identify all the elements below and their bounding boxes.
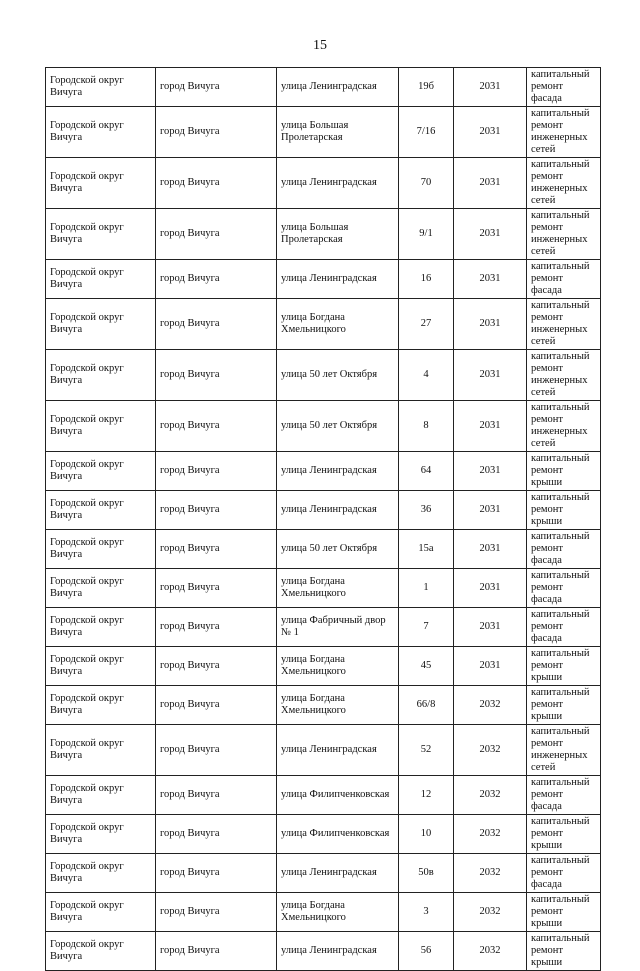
house-number-cell: 10 xyxy=(399,815,454,854)
municipality-cell: Городской округ Вичуга xyxy=(46,569,156,608)
street-cell: улица 50 лет Октября xyxy=(277,350,399,401)
house-number-cell: 45 xyxy=(399,647,454,686)
street-cell: улица Филипченковская xyxy=(277,815,399,854)
settlement-cell: город Вичуга xyxy=(156,260,277,299)
settlement-cell: город Вичуга xyxy=(156,725,277,776)
table-row xyxy=(46,854,601,893)
work-type-cell: капитальный ремонт крыши xyxy=(527,647,601,686)
house-number-cell: 7 xyxy=(399,608,454,647)
street-cell: улица 50 лет Октября xyxy=(277,530,399,569)
municipality-cell: Городской округ Вичуга xyxy=(46,299,156,350)
street-cell: улица Богдана Хмельницкого xyxy=(277,647,399,686)
year-cell: 2031 xyxy=(454,401,527,452)
street-cell: улица Большая Пролетарская xyxy=(277,107,399,158)
table-row xyxy=(46,260,601,299)
work-type-cell: капитальный ремонт инженерных сетей xyxy=(527,158,601,209)
table-row xyxy=(46,893,601,932)
municipality-cell: Городской округ Вичуга xyxy=(46,608,156,647)
municipality-cell: Городской округ Вичуга xyxy=(46,491,156,530)
table-row xyxy=(46,491,601,530)
table-row xyxy=(46,158,601,209)
table-row xyxy=(46,350,601,401)
settlement-cell: город Вичуга xyxy=(156,647,277,686)
street-cell: улица Богдана Хмельницкого xyxy=(277,299,399,350)
table-row xyxy=(46,107,601,158)
year-cell: 2032 xyxy=(454,815,527,854)
municipality-cell: Городской округ Вичуга xyxy=(46,350,156,401)
year-cell: 2031 xyxy=(454,530,527,569)
year-cell: 2031 xyxy=(454,350,527,401)
settlement-cell: город Вичуга xyxy=(156,815,277,854)
work-type-cell: капитальный ремонт фасада xyxy=(527,854,601,893)
year-cell: 2032 xyxy=(454,893,527,932)
street-cell: улица Ленинградская xyxy=(277,260,399,299)
table-row xyxy=(46,401,601,452)
settlement-cell: город Вичуга xyxy=(156,932,277,971)
work-type-cell: капитальный ремонт инженерных сетей xyxy=(527,107,601,158)
work-type-cell: капитальный ремонт фасада xyxy=(527,776,601,815)
house-number-cell: 7/16 xyxy=(399,107,454,158)
street-cell: улица Ленинградская xyxy=(277,68,399,107)
house-number-cell: 64 xyxy=(399,452,454,491)
work-type-cell: капитальный ремонт крыши xyxy=(527,491,601,530)
table-row xyxy=(46,608,601,647)
settlement-cell: город Вичуга xyxy=(156,686,277,725)
municipality-cell: Городской округ Вичуга xyxy=(46,209,156,260)
year-cell: 2031 xyxy=(454,107,527,158)
settlement-cell: город Вичуга xyxy=(156,401,277,452)
settlement-cell: город Вичуга xyxy=(156,158,277,209)
settlement-cell: город Вичуга xyxy=(156,107,277,158)
municipality-cell: Городской округ Вичуга xyxy=(46,260,156,299)
work-type-cell: капитальный ремонт фасада xyxy=(527,530,601,569)
work-type-cell: капитальный ремонт инженерных сетей xyxy=(527,350,601,401)
street-cell: улица Богдана Хмельницкого xyxy=(277,686,399,725)
municipality-cell: Городской округ Вичуга xyxy=(46,893,156,932)
street-cell: улица Ленинградская xyxy=(277,854,399,893)
table-row xyxy=(46,686,601,725)
house-number-cell: 16 xyxy=(399,260,454,299)
year-cell: 2032 xyxy=(454,854,527,893)
table-row xyxy=(46,299,601,350)
year-cell: 2031 xyxy=(454,569,527,608)
street-cell: улица Ленинградская xyxy=(277,452,399,491)
work-type-cell: капитальный ремонт крыши xyxy=(527,686,601,725)
street-cell: улица Ленинградская xyxy=(277,158,399,209)
municipality-cell: Городской округ Вичуга xyxy=(46,686,156,725)
street-cell: улица Богдана Хмельницкого xyxy=(277,569,399,608)
settlement-cell: город Вичуга xyxy=(156,530,277,569)
table-row xyxy=(46,647,601,686)
work-type-cell: капитальный ремонт крыши xyxy=(527,893,601,932)
year-cell: 2032 xyxy=(454,725,527,776)
work-type-cell: капитальный ремонт фасада xyxy=(527,569,601,608)
street-cell: улица Фабричный двор № 1 xyxy=(277,608,399,647)
settlement-cell: город Вичуга xyxy=(156,608,277,647)
table-row xyxy=(46,776,601,815)
work-type-cell: капитальный ремонт инженерных сетей xyxy=(527,209,601,260)
table-row xyxy=(46,68,601,107)
work-type-cell: капитальный ремонт крыши xyxy=(527,815,601,854)
house-number-cell: 19б xyxy=(399,68,454,107)
year-cell: 2031 xyxy=(454,158,527,209)
house-number-cell: 4 xyxy=(399,350,454,401)
year-cell: 2032 xyxy=(454,686,527,725)
settlement-cell: город Вичуга xyxy=(156,68,277,107)
municipality-cell: Городской округ Вичуга xyxy=(46,725,156,776)
street-cell: улица 50 лет Октября xyxy=(277,401,399,452)
settlement-cell: город Вичуга xyxy=(156,854,277,893)
house-number-cell: 50в xyxy=(399,854,454,893)
settlement-cell: город Вичуга xyxy=(156,452,277,491)
table-row xyxy=(46,815,601,854)
settlement-cell: город Вичуга xyxy=(156,776,277,815)
municipality-cell: Городской округ Вичуга xyxy=(46,158,156,209)
settlement-cell: город Вичуга xyxy=(156,350,277,401)
year-cell: 2031 xyxy=(454,452,527,491)
table-row xyxy=(46,569,601,608)
table-row xyxy=(46,932,601,971)
year-cell: 2031 xyxy=(454,491,527,530)
house-number-cell: 66/8 xyxy=(399,686,454,725)
year-cell: 2032 xyxy=(454,776,527,815)
settlement-cell: город Вичуга xyxy=(156,209,277,260)
municipality-cell: Городской округ Вичуга xyxy=(46,452,156,491)
year-cell: 2031 xyxy=(454,608,527,647)
work-type-cell: капитальный ремонт крыши xyxy=(527,932,601,971)
municipality-cell: Городской округ Вичуга xyxy=(46,932,156,971)
house-number-cell: 56 xyxy=(399,932,454,971)
work-type-cell: капитальный ремонт фасада xyxy=(527,68,601,107)
municipality-cell: Городской округ Вичуга xyxy=(46,530,156,569)
street-cell: улица Богдана Хмельницкого xyxy=(277,893,399,932)
settlement-cell: город Вичуга xyxy=(156,299,277,350)
house-number-cell: 15а xyxy=(399,530,454,569)
work-type-cell: капитальный ремонт крыши xyxy=(527,452,601,491)
municipality-cell: Городской округ Вичуга xyxy=(46,107,156,158)
settlement-cell: город Вичуга xyxy=(156,491,277,530)
work-type-cell: капитальный ремонт фасада xyxy=(527,260,601,299)
street-cell: улица Филипченковская xyxy=(277,776,399,815)
table-row xyxy=(46,725,601,776)
work-type-cell: капитальный ремонт инженерных сетей xyxy=(527,401,601,452)
settlement-cell: город Вичуга xyxy=(156,893,277,932)
street-cell: улица Большая Пролетарская xyxy=(277,209,399,260)
house-number-cell: 27 xyxy=(399,299,454,350)
year-cell: 2032 xyxy=(454,932,527,971)
house-number-cell: 8 xyxy=(399,401,454,452)
municipality-cell: Городской округ Вичуга xyxy=(46,647,156,686)
table-row xyxy=(46,530,601,569)
municipality-cell: Городской округ Вичуга xyxy=(46,776,156,815)
municipality-cell: Городской округ Вичуга xyxy=(46,854,156,893)
house-number-cell: 1 xyxy=(399,569,454,608)
work-type-cell: капитальный ремонт фасада xyxy=(527,608,601,647)
year-cell: 2031 xyxy=(454,299,527,350)
year-cell: 2031 xyxy=(454,260,527,299)
year-cell: 2031 xyxy=(454,647,527,686)
table-row xyxy=(46,452,601,491)
repair-schedule-table xyxy=(45,67,601,971)
house-number-cell: 3 xyxy=(399,893,454,932)
table-row xyxy=(46,209,601,260)
year-cell: 2031 xyxy=(454,68,527,107)
settlement-cell: город Вичуга xyxy=(156,569,277,608)
house-number-cell: 9/1 xyxy=(399,209,454,260)
street-cell: улица Ленинградская xyxy=(277,932,399,971)
street-cell: улица Ленинградская xyxy=(277,725,399,776)
page-number: 15 xyxy=(313,38,327,53)
municipality-cell: Городской округ Вичуга xyxy=(46,68,156,107)
house-number-cell: 36 xyxy=(399,491,454,530)
street-cell: улица Ленинградская xyxy=(277,491,399,530)
work-type-cell: капитальный ремонт инженерных сетей xyxy=(527,725,601,776)
house-number-cell: 12 xyxy=(399,776,454,815)
municipality-cell: Городской округ Вичуга xyxy=(46,401,156,452)
work-type-cell: капитальный ремонт инженерных сетей xyxy=(527,299,601,350)
house-number-cell: 52 xyxy=(399,725,454,776)
house-number-cell: 70 xyxy=(399,158,454,209)
year-cell: 2031 xyxy=(454,209,527,260)
municipality-cell: Городской округ Вичуга xyxy=(46,815,156,854)
